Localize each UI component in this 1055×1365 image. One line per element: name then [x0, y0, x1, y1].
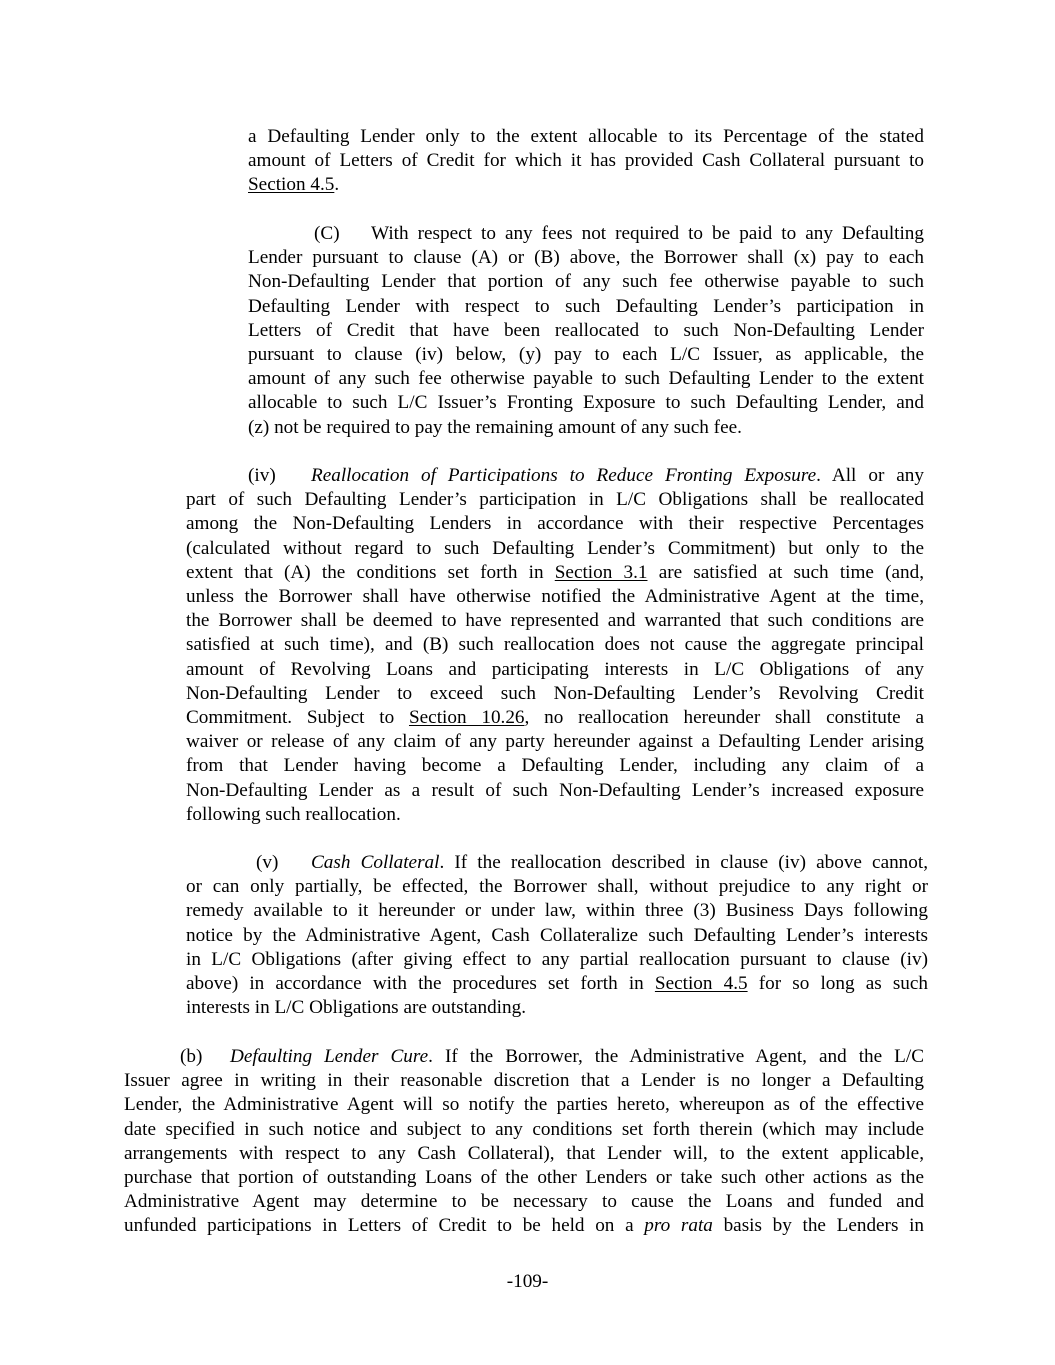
- text-fragment: basis by the Lenders in: [723, 1215, 925, 1237]
- clause-label: (iv): [248, 465, 276, 486]
- text-fragment: . If the reallocation described in clause (iv) above cannot,: [439, 852, 928, 873]
- text-fragment: . All or any: [816, 465, 924, 486]
- text-line: Lender pursuant to clause (A) or (B) above, the Borrower shall (x) pay to each: [248, 247, 924, 269]
- text-line: arrangements with respect to any Cash Collateral), that Lender will, to the extent applicable,: [124, 1142, 924, 1164]
- text-line: Defaulting Lender with respect to such Defaulting Lender’s participation in: [248, 295, 924, 317]
- text-fragment: for so long as such: [758, 973, 928, 995]
- text-line: [124, 1045, 924, 1069]
- text-line: Administrative Agent may determine to be necessary to cause the Loans and funded and: [124, 1191, 924, 1213]
- text-line: date specified in such notice and subject to any conditions set forth therein (which may include: [124, 1118, 924, 1140]
- text-line: (z) not be required to pay the remaining amount of any such fee.: [248, 416, 742, 438]
- section-reference-link[interactable]: Section 4.5: [248, 174, 335, 196]
- text-fragment: Commitment. Subject to: [186, 707, 395, 729]
- text-line: Non-Defaulting Lender to exceed such Non-Defaulting Lender’s Revolving Credit: [186, 682, 924, 704]
- paragraph-clause-iv: [186, 464, 924, 827]
- text-line: [186, 561, 924, 585]
- text-line: in L/C Obligations (after giving effect to any partial reallocation pursuant to clause (iv): [186, 948, 928, 970]
- text-line: satisfied at such time), and (B) such reallocation does not cause the aggregate principal: [186, 634, 924, 656]
- text-line: amount of Letters of Credit for which it has provided Cash Collateral pursuant to: [248, 150, 924, 172]
- text-line: [186, 464, 924, 488]
- text-line: waiver or release of any claim of any party hereunder against a Defaulting Lender arising: [186, 731, 924, 753]
- text-line: purchase that portion of outstanding Loans of the other Lenders or take such other actions as the: [124, 1167, 924, 1189]
- text-line: [186, 706, 924, 730]
- clause-label: (b): [180, 1046, 203, 1067]
- text-line: [124, 1214, 924, 1238]
- text-line: [248, 222, 924, 246]
- text-line: pursuant to clause (iv) below, (y) pay to each L/C Issuer, as applicable, the: [248, 344, 924, 366]
- page-number: -109-: [506, 1271, 549, 1292]
- section-reference-link[interactable]: Section 3.1: [554, 561, 648, 583]
- text-fragment: , no reallocation hereunder shall constitute a: [524, 707, 925, 729]
- section-reference-link[interactable]: Section 4.5: [654, 973, 748, 995]
- text-fragment: extent that (A) the conditions set forth in: [186, 561, 544, 583]
- text-line: notice by the Administrative Agent, Cash Collateralize such Defaulting Lender’s interests: [186, 924, 928, 946]
- text-line: following such reallocation.: [186, 803, 401, 825]
- text-line: interests in L/C Obligations are outstanding.: [186, 997, 526, 1019]
- text-line: a Defaulting Lender only to the extent allocable to its Percentage of the stated: [248, 126, 924, 147]
- italic-term: pro rata: [644, 1215, 713, 1237]
- text-line: from that Lender having become a Defaulting Lender, including any claim of a: [186, 755, 924, 777]
- clause-label: (C): [314, 223, 340, 244]
- text-line: among the Non-Defaulting Lenders in accordance with their respective Percentages: [186, 513, 924, 535]
- text-line: [248, 173, 924, 197]
- clause-label: (v): [256, 852, 279, 873]
- clause-heading: Reallocation of Participations to Reduce Fronting Exposure: [311, 465, 817, 486]
- text-line: amount of any such fee otherwise payable to such Defaulting Lender to the extent: [248, 368, 924, 390]
- text-line: allocable to such L/C Issuer’s Fronting Exposure to such Defaulting Lender, and: [248, 392, 924, 414]
- text-line: (calculated without regard to such Defaulting Lender’s Commitment) but only to the: [186, 537, 924, 559]
- text-line: remedy available to it hereunder or under law, within three (3) Business Days following: [186, 900, 928, 922]
- clause-heading: Cash Collateral: [311, 852, 440, 873]
- text-fragment: .: [334, 174, 340, 196]
- text-line: Non-Defaulting Lender as a result of such Non-Defaulting Lender’s increased exposure: [186, 779, 924, 801]
- clause-heading: Defaulting Lender Cure: [230, 1046, 429, 1067]
- text-line: unless the Borrower shall have otherwise notified the Administrative Agent at the time,: [186, 586, 924, 608]
- section-reference-link[interactable]: Section 10.26: [408, 707, 525, 729]
- text-line: Non-Defaulting Lender that portion of any such fee otherwise payable to such: [248, 271, 924, 293]
- text-line: Lender, the Administrative Agent will so notify the parties hereto, whereupon as of the effective: [124, 1094, 924, 1116]
- text-line: amount of Revolving Loans and participating interests in L/C Obligations of any: [186, 658, 924, 680]
- paragraph-clause-c: [248, 222, 924, 440]
- text-fragment: . If the Borrower, the Administrative Agent, and the L/C: [428, 1046, 925, 1067]
- text-line: [186, 851, 928, 875]
- text-line: [186, 972, 928, 996]
- text-line: Issuer agree in writing in their reasonable discretion that a Lender is no longer a Defaulting: [124, 1070, 924, 1092]
- text-fragment: With respect to any fees not required to be paid to any Defaulting: [371, 223, 924, 244]
- paragraph-continuation: [248, 125, 924, 198]
- text-fragment: unfunded participations in Letters of Credit to be held on a: [124, 1215, 634, 1237]
- text-line: or can only partially, be effected, the Borrower shall, without prejudice to any right or: [186, 876, 928, 898]
- text-line: part of such Defaulting Lender’s participation in L/C Obligations shall be reallocated: [186, 489, 924, 511]
- text-line: the Borrower shall be deemed to have represented and warranted that such conditions are: [186, 610, 924, 632]
- paragraph-clause-v: [186, 851, 928, 1020]
- paragraph-clause-b: [124, 1045, 924, 1239]
- text-line: Letters of Credit that have been reallocated to such Non-Defaulting Lender: [248, 319, 924, 341]
- text-fragment: are satisfied at such time (and,: [658, 561, 925, 583]
- text-fragment: above) in accordance with the procedures set forth in: [186, 973, 644, 995]
